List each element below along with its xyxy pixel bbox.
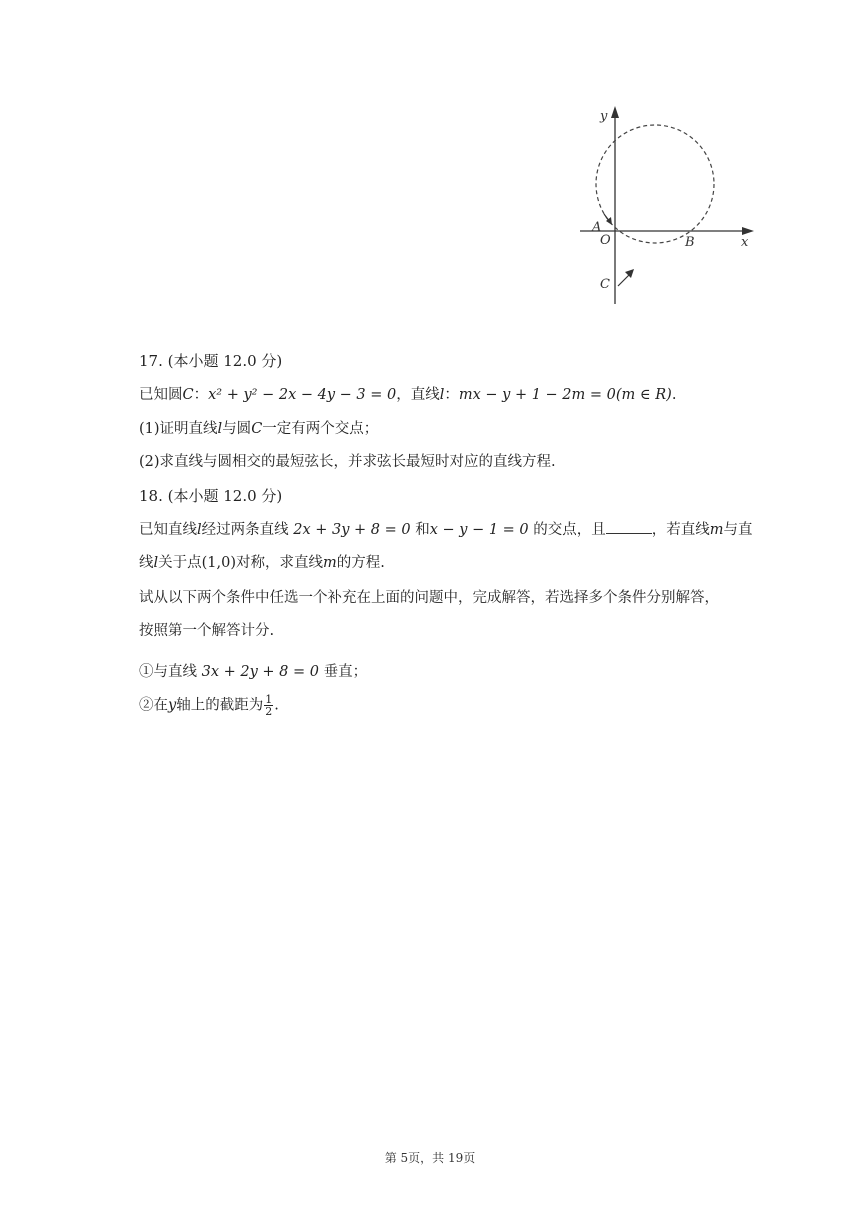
- q17-circle-equation: x² + y² − 2x − 4y − 3 = 0: [208, 387, 397, 403]
- q18-point: (1,0): [201, 555, 237, 571]
- q18-l2-a: 线: [139, 555, 154, 571]
- q17-line-name: l: [439, 387, 445, 403]
- q18-c1-b: 垂直；: [318, 664, 368, 680]
- q17-text-c: ，直线: [396, 387, 440, 403]
- question-18: [139, 486, 759, 506]
- q18-l1-b: 经过两条直线: [201, 522, 294, 538]
- q17-p1-l: l: [217, 421, 223, 437]
- q18-c2-y: y: [168, 697, 177, 714]
- q18-l2-l: l: [153, 555, 159, 571]
- q18-l2-d: 的方程.: [336, 555, 385, 571]
- q18-condition-2: [139, 694, 759, 717]
- q17-text-a: 已知圆: [139, 387, 183, 403]
- q18-l1-c: 和: [410, 522, 430, 538]
- answer-blank: [606, 519, 652, 534]
- q18-c1-eq: 3x + 2y + 8 = 0: [201, 664, 319, 680]
- q18-line-3: [139, 588, 759, 608]
- q17-p2-text: (2)求直线与圆相交的最短弦长，并求弦长最短时对应的直线方程.: [139, 454, 556, 470]
- label-a: A: [592, 220, 602, 235]
- q18-line-1: [139, 519, 759, 540]
- circle-figure: [574, 100, 764, 312]
- question-18-number: 18. (本小题 12.0 分): [139, 487, 283, 505]
- dashed-circle: [596, 125, 714, 243]
- q18-l3-text: 试从以下两个条件中任选一个补充在上面的问题中，完成解答，若选择多个条件分别解答，: [139, 590, 719, 606]
- q17-text-e: .: [671, 387, 677, 403]
- fraction-numerator: 1: [265, 693, 273, 706]
- q18-eq1: 2x + 3y + 8 = 0: [293, 522, 411, 538]
- q18-l2-c: 对称，求直线: [236, 555, 324, 571]
- question-17: [139, 351, 759, 371]
- q18-l2-b: 关于点: [158, 555, 202, 571]
- question-17-number: 17. (本小题 12.0 分): [139, 352, 283, 370]
- label-y: y: [600, 109, 608, 124]
- q17-p1-b: 与圆: [222, 421, 252, 437]
- q17-stem: [139, 385, 759, 405]
- q17-circle-name: C: [182, 387, 194, 403]
- q17-text-b: ：: [193, 387, 209, 403]
- fraction-one-half: [264, 694, 273, 717]
- q18-l1-a: 已知直线: [139, 522, 197, 538]
- q17-p1-a: (1)证明直线: [139, 421, 218, 437]
- q17-text-d: ：: [444, 387, 459, 403]
- label-c: C: [600, 277, 610, 292]
- q17-part-2: [139, 452, 759, 472]
- arrow-c-line: [618, 274, 630, 286]
- y-axis-arrow: [611, 106, 619, 118]
- circle-diagram: [574, 100, 764, 312]
- page-footer: 第 5页，共 19页: [384, 1151, 476, 1165]
- q18-l1-d: 的交点，且: [528, 522, 606, 538]
- q18-line-2: [139, 553, 759, 573]
- q18-l4-text: 按照第一个解答计分.: [139, 623, 275, 639]
- q18-condition-1: [139, 662, 759, 682]
- q18-l2-m: m: [323, 555, 337, 571]
- arrow-c-head: [625, 269, 634, 278]
- q17-part-1: [139, 419, 759, 439]
- q18-c2-b: 轴上的截距为: [176, 697, 264, 714]
- q18-l1-m: m: [709, 522, 724, 538]
- q18-l1-e: ，若直线: [651, 522, 710, 538]
- q18-c2-a: ②在: [139, 697, 168, 714]
- q17-p1-c-name: C: [251, 421, 263, 437]
- label-b: B: [685, 235, 695, 250]
- q17-line-equation: mx − y + 1 − 2m = 0(m ∈ R): [458, 387, 672, 403]
- x-axis-arrow: [742, 227, 754, 235]
- q18-c2-c: .: [274, 697, 279, 714]
- q18-l1-f: 与直: [723, 522, 753, 538]
- q18-l1-l: l: [197, 522, 202, 538]
- q18-eq2: x − y − 1 = 0: [429, 522, 529, 538]
- label-x: x: [741, 235, 749, 250]
- q18-c1-a: ①与直线: [139, 664, 202, 680]
- label-o: O: [600, 233, 611, 248]
- fraction-denominator: 2: [265, 705, 273, 718]
- q17-p1-c: 一定有两个交点；: [262, 421, 379, 437]
- q18-line-4: [139, 621, 759, 641]
